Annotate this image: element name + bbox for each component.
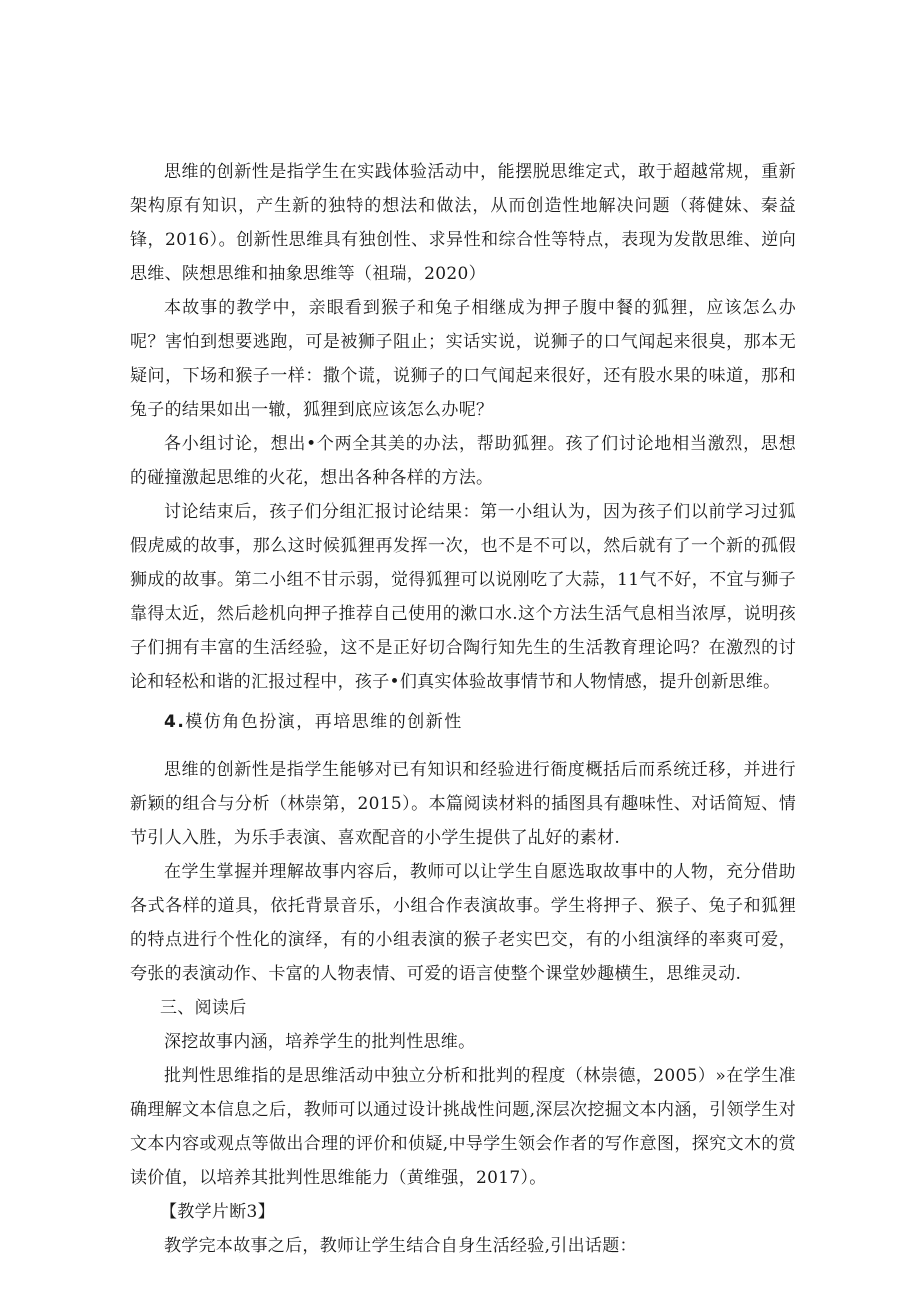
paragraph-role-play: 在学生掌握并理解故事内容后，教师可以让学生自愿选取故事中的人物，充分借助各式各样的道具，依托背景音乐，小组合作表演故事。学生将押子、猴子、兔子和狐狸的特点进行个性化的演绎，有的小组表演的猴子老实巴交，有的小组演绎的率爽可爱，夸张的表演动作、卡富的人物表情、可爱的语言使整个课堂妙趣横生，思维灵动. bbox=[130, 862, 796, 984]
paragraph-creativity-definition: 思维的创新性是指学生在实践体验活动中，能摆脱思维定式，敢于超越常规，重新架构原有知识，产生新的独特的想法和做法，从而创造性地解决问题（蒋健妹、秦益锋，2016）。创新性思维具有独创性、求异性和综合性等特点，表现为发散思维、逆向思维、陕想思维和抽象思维等（祖瑞，2020） bbox=[130, 162, 796, 284]
paragraph-fox-dilemma: 本故事的教学中，亲眼看到猴子和兔子相继成为押子腹中餐的狐狸，应该怎么办呢？害怕到想要逃跑，可是被狮子阻止；实话实说，说狮子的口气闻起来很臭，那本无疑问，下场和猴子一样：撒个谎，说狮子的口气闻起来很好，还有股水果的味道，那和兔子的结果如出一辙，狐狸到底应该怎么办呢？ bbox=[130, 298, 796, 420]
heading-number: 4. bbox=[164, 712, 186, 732]
paragraph-critical-definition: 批判性思维指的是思维活动中独立分析和批判的程度（林崇德，2005）»在学生准确理解文本信息之后，教师可以通过设计挑战性问题,深层次挖掘文本内涵，引领学生对文本内容或观点等做出合理的评价和侦疑,中导学生领会作者的写作意图，探究文木的赏读价值，以培养其批判性思维能力（黄维强，2017）。 bbox=[130, 1066, 796, 1188]
document-page bbox=[130, 155, 796, 1263]
paragraph-creativity-transfer: 思维的创新性是指学生能够对已有知识和经验进行衙度概括后而系统迁移，并进行新颖的组合与分析（林崇第，2015）。本篇阅读材料的插图具有趣味性、对话简短、情节引人入胜，为乐手表演、喜欢配音的小学生提供了乩好的素材. bbox=[130, 760, 796, 848]
paragraph-topic-intro: 教学完本故事之后，教师让学生结合自身生活经验,引出话题： bbox=[164, 1236, 637, 1256]
paragraph-group-discussion: 各小组讨论，想出•个两全其美的办法，帮助狐狸。孩了们讨论地相当激烈，思想的碰撞激起思维的火花，想出各种各样的方法。 bbox=[130, 434, 796, 488]
section-heading-role-play bbox=[130, 705, 796, 739]
heading-text: 模仿角色扮演，再培思维的创新性 bbox=[185, 712, 463, 732]
teaching-fragment-label: 【教学片断3】 bbox=[160, 1202, 275, 1222]
paragraph-discussion-results: 讨论结束后，孩子们分组汇报讨论结果：第一小组认为，因为孩子们以前学习过狐假虎威的故事，那么这时候狐狸再发挥一次，也不是不可以，然后就有了一个新的孤假狮成的故事。第二小组不甘示弱，觉得狐狸可以说刚吃了大蒜，11气不好，不宜与狮子靠得太近，然后趁机向押子推荐自己使用的漱口水.这个方法生活气息相当浓厚，说明孩子们拥有丰富的生活经验，这不是正好切合陶行知先生的生活教育理论吗？在激烈的讨论和轻松和谐的汇报过程中，孩子•们真实体验故事情节和人物情感，提升创新思维。 bbox=[130, 502, 796, 692]
paragraph-critical-intro: 深挖故事内涵，培养学生的批判性思维。 bbox=[164, 1032, 476, 1052]
section-after-reading: 三、阅读后 bbox=[160, 998, 247, 1018]
